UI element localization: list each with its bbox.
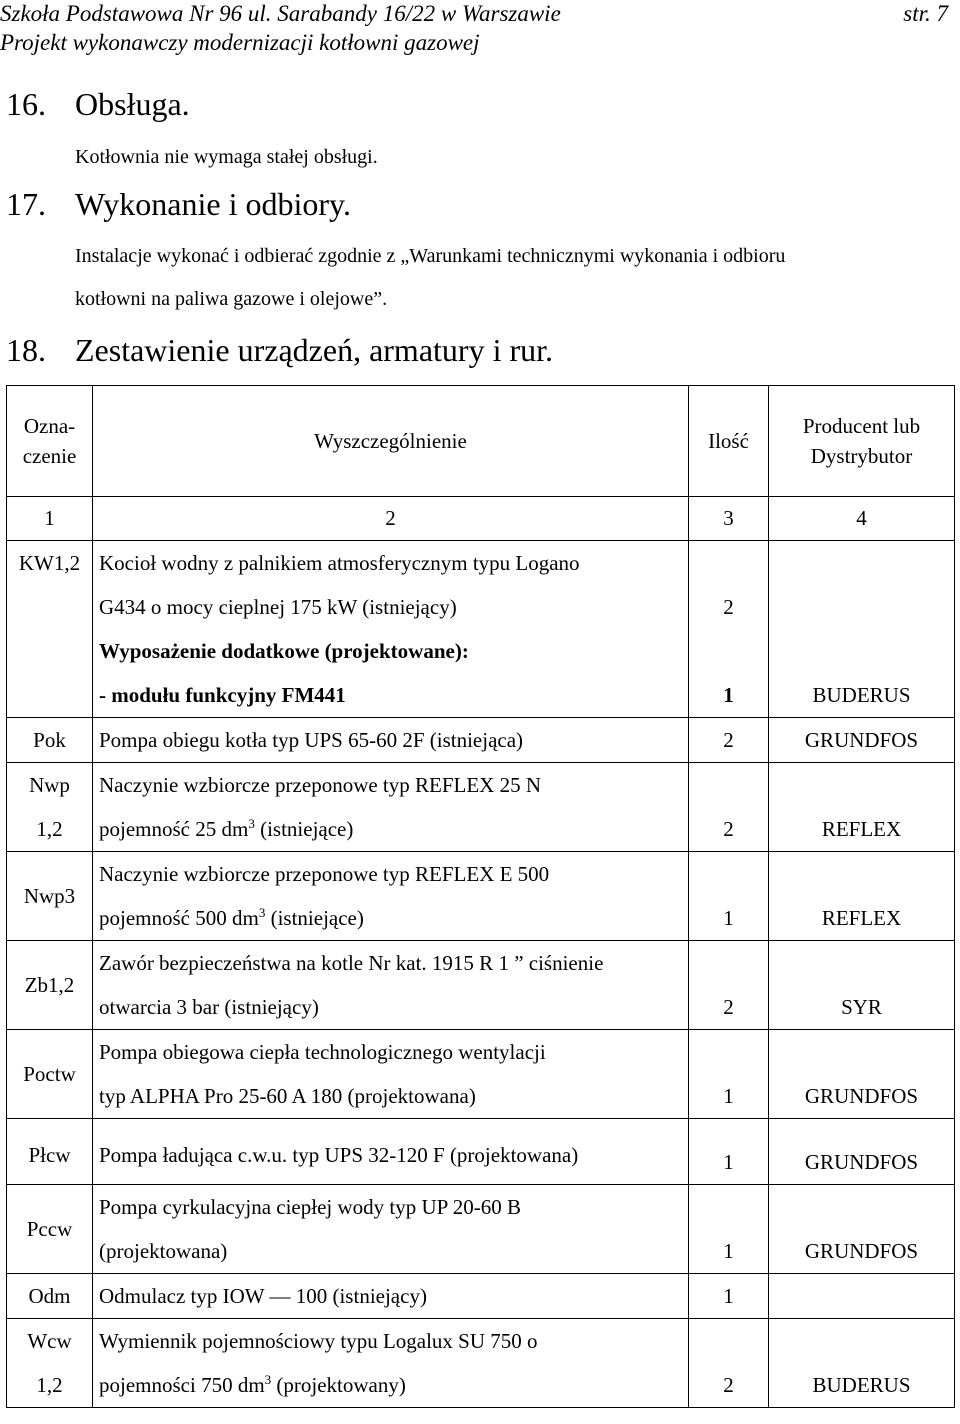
row-description xyxy=(93,1119,689,1185)
table-row xyxy=(7,541,955,718)
row-desc-line: Odmulacz typ IOW — 100 (istniejący) xyxy=(99,1284,427,1308)
row-quantity xyxy=(689,1119,769,1185)
row-quantity-text: 2 xyxy=(723,817,734,841)
row-code xyxy=(7,941,93,1030)
header-producer-line2: Dystrybutor xyxy=(810,444,913,468)
row-desc-line: pojemność 500 $dm^3$ (istniejące) xyxy=(99,905,364,930)
table-header-row xyxy=(7,386,955,497)
row-code xyxy=(7,1185,93,1274)
row-code xyxy=(7,718,93,763)
section-16-number: 16. xyxy=(6,86,46,122)
table-row xyxy=(7,1274,955,1319)
header-project: Projekt wykonawczy modernizacji kotłowni gazowej xyxy=(0,30,480,55)
column-number-3: 3 xyxy=(689,497,769,541)
row-code-text: Poctw xyxy=(23,1062,76,1086)
section-17-number: 17. xyxy=(6,186,46,222)
header-quantity: Ilość xyxy=(689,386,769,497)
header-producer xyxy=(769,386,955,497)
header-code-line1: Ozna- xyxy=(23,414,76,438)
row-quantity-text: 1 xyxy=(723,1084,734,1108)
row-desc-line: G434 o mocy cieplnej 175 kW (istniejący) xyxy=(99,595,457,619)
row-quantity-text: 2 xyxy=(723,995,734,1019)
row-quantity-text: 1 xyxy=(723,1239,734,1263)
row-quantity-boiler: 2 xyxy=(723,595,734,619)
row-description xyxy=(93,1030,689,1119)
row-code-text: Zb1,2 xyxy=(24,973,75,997)
section-17-title: Wykonanie i odbiory. xyxy=(75,186,351,222)
row-code xyxy=(7,763,93,852)
section-16-text: Kotłownia nie wymaga stałej obsługi. xyxy=(75,146,378,168)
row-quantity xyxy=(689,718,769,763)
row-code-text: Wcw xyxy=(27,1329,72,1353)
column-number-2: 2 xyxy=(93,497,689,541)
table-row xyxy=(7,941,955,1030)
table-row xyxy=(7,852,955,941)
row-producer xyxy=(769,1030,955,1119)
row-producer xyxy=(769,718,955,763)
row-description xyxy=(93,941,689,1030)
table-row xyxy=(7,1119,955,1185)
table-row xyxy=(7,1319,955,1408)
table-row xyxy=(7,718,955,763)
row-producer-text: GRUNDFOS xyxy=(804,1150,919,1174)
table-row xyxy=(7,1185,955,1274)
row-producer-text: BUDERUS xyxy=(812,1373,911,1397)
table-row xyxy=(7,1030,955,1119)
row-producer xyxy=(769,1119,955,1185)
row-producer xyxy=(769,1319,955,1408)
row-producer-text: REFLEX xyxy=(821,817,902,841)
row-desc-line: otwarcia 3 bar (istniejący) xyxy=(99,995,319,1019)
row-code-text: 1,2 xyxy=(36,1373,63,1397)
row-quantity xyxy=(689,1030,769,1119)
row-description xyxy=(93,763,689,852)
row-code-text: Nwp xyxy=(29,773,70,797)
row-producer xyxy=(769,941,955,1030)
row-description xyxy=(93,1274,689,1319)
row-code xyxy=(7,1030,93,1119)
page-number: str. 7 xyxy=(903,1,948,26)
row-description xyxy=(93,1185,689,1274)
row-quantity xyxy=(689,1185,769,1274)
row-desc-line: Wyposażenie dodatkowe (projektowane): xyxy=(99,639,469,663)
row-producer-text: REFLEX xyxy=(821,906,902,930)
equipment-table xyxy=(6,385,955,1408)
row-producer-text: GRUNDFOS xyxy=(804,1239,919,1263)
row-code-text: Odm xyxy=(28,1284,71,1308)
row-producer xyxy=(769,1185,955,1274)
row-desc-line: Pompa ładująca c.w.u. typ UPS 32-120 F (projektowana) xyxy=(99,1143,579,1167)
section-18-title: Zestawienie urządzeń, armatury i rur. xyxy=(75,332,553,368)
row-desc-line: Kocioł wodny z palnikiem atmosferycznym typu Logano xyxy=(99,551,580,575)
row-desc-line: Pompa obiegowa ciepła technologicznego wentylacji xyxy=(99,1040,546,1064)
row-producer-text: BUDERUS xyxy=(812,683,911,707)
row-producer xyxy=(769,852,955,941)
section-17-text-line2: kotłowni na paliwa gazowe i olejowe”. xyxy=(75,288,388,310)
row-producer-text: GRUNDFOS xyxy=(804,728,919,752)
table-row xyxy=(7,763,955,852)
row-code-text: Nwp3 xyxy=(23,884,76,908)
row-desc-line: Naczynie wzbiorcze przeponowe typ REFLEX E 500 xyxy=(99,862,550,886)
row-producer xyxy=(769,763,955,852)
row-desc-line: typ ALPHA Pro 25-60 A 180 (projektowana) xyxy=(99,1084,476,1108)
row-quantity-text: 1 xyxy=(723,906,734,930)
row-desc-line: (projektowana) xyxy=(99,1239,228,1263)
section-17-text-line1: Instalacje wykonać i odbierać zgodnie z „Warunkami technicznymi wykonania i odbioru xyxy=(75,245,786,267)
row-desc-line: Wymiennik pojemnościowy typu Logalux SU 750 o xyxy=(99,1329,538,1353)
row-code xyxy=(7,852,93,941)
row-description xyxy=(93,1319,689,1408)
header-school: Szkoła Podstawowa Nr 96 ul. Sarabandy 16/22 w Warszawie xyxy=(0,1,561,26)
row-code-text: Pccw xyxy=(26,1217,73,1241)
header-code xyxy=(7,386,93,497)
row-desc-line: Pompa obiegu kotła typ UPS 65-60 2F (istniejąca) xyxy=(99,728,524,752)
row-desc-line: Zawór bezpieczeństwa na kotle Nr kat. 1915 R 1 ” ciśnienie xyxy=(99,951,604,975)
section-18-number: 18. xyxy=(6,332,46,368)
section-16-title: Obsługa. xyxy=(75,86,190,122)
row-code-text: KW1,2 xyxy=(18,551,81,575)
row-quantity xyxy=(689,852,769,941)
row-description xyxy=(93,718,689,763)
row-quantity xyxy=(689,541,769,718)
row-desc-line: - modułu funkcyjny FM441 xyxy=(99,683,346,707)
row-producer-text: GRUNDFOS xyxy=(804,1084,919,1108)
header-code-line2: czenie xyxy=(22,444,77,468)
row-quantity xyxy=(689,1319,769,1408)
column-number-4: 4 xyxy=(769,497,955,541)
row-code xyxy=(7,541,93,718)
table-column-numbers xyxy=(7,497,955,541)
row-producer-text xyxy=(769,1274,954,1318)
row-quantity-text: 1 xyxy=(723,1150,734,1174)
row-desc-line: Naczynie wzbiorcze przeponowe typ REFLEX 25 N xyxy=(99,773,542,797)
row-producer xyxy=(769,1274,955,1319)
row-code xyxy=(7,1119,93,1185)
row-description xyxy=(93,852,689,941)
row-code xyxy=(7,1319,93,1408)
row-producer-text: SYR xyxy=(841,995,882,1019)
row-quantity-module: 1 xyxy=(723,683,734,707)
column-number-1: 1 xyxy=(7,497,93,541)
row-desc-line: pojemność 25 $dm^3$ (istniejące) xyxy=(99,816,354,841)
header-producer-line1: Producent lub xyxy=(802,414,921,438)
row-quantity-text: 1 xyxy=(723,1284,734,1308)
row-quantity-text: 2 xyxy=(723,1373,734,1397)
row-desc-line: Pompa cyrkulacyjna ciepłej wody typ UP 20-60 B xyxy=(99,1195,522,1219)
row-description xyxy=(93,541,689,718)
row-quantity xyxy=(689,1274,769,1319)
row-code-text: Płcw xyxy=(28,1143,71,1167)
row-desc-line: pojemności 750 $dm^3$ (projektowany) xyxy=(99,1372,406,1397)
row-code-text: Pok xyxy=(33,728,66,752)
row-producer xyxy=(769,541,955,718)
row-code xyxy=(7,1274,93,1319)
row-code-text: 1,2 xyxy=(36,817,63,841)
header-description: Wyszczególnienie xyxy=(93,386,689,497)
row-quantity-text: 2 xyxy=(723,728,734,752)
row-quantity xyxy=(689,941,769,1030)
row-quantity xyxy=(689,763,769,852)
